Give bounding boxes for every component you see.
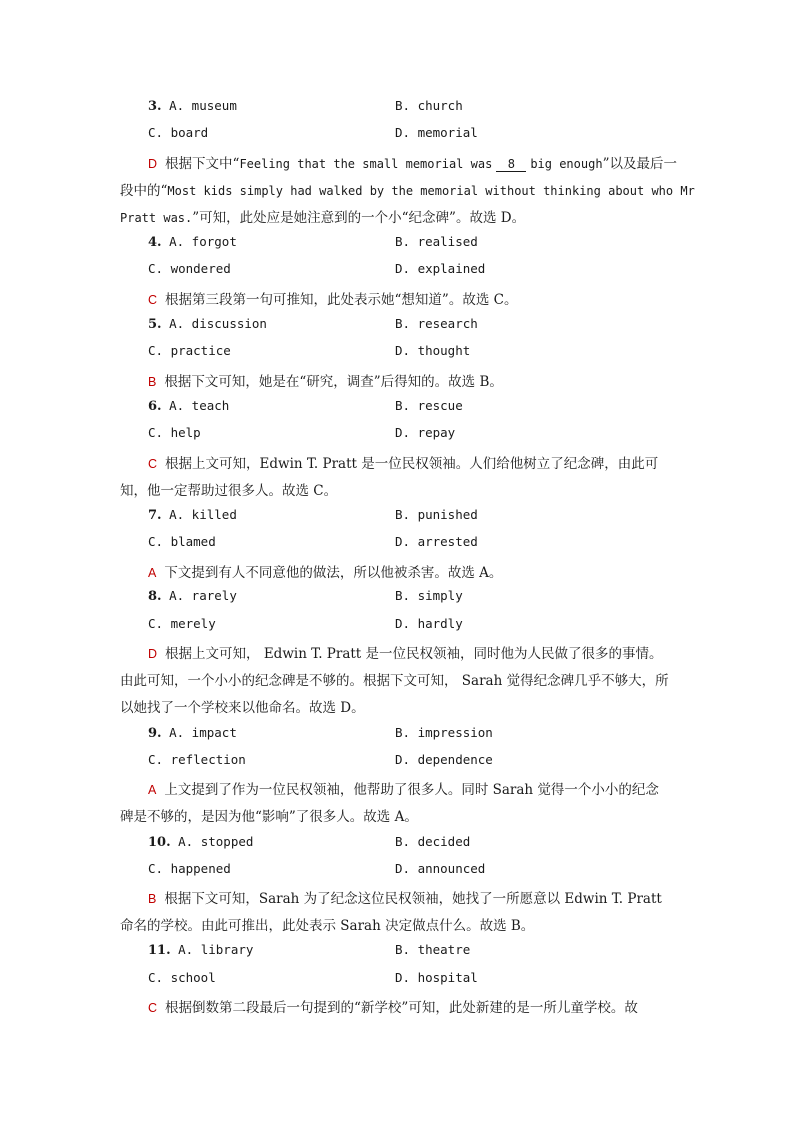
question-3-row1 <box>148 98 237 114</box>
explanation-6-line1 <box>148 452 658 472</box>
question-number: 8. <box>148 589 162 604</box>
explanation-11 <box>148 996 638 1016</box>
option-b: B. rescue <box>395 398 463 413</box>
text: 根据上文可知，Edwin T. Pratt 是一位民权领袖。人们给他树立了纪念碑，由此可 <box>165 456 659 472</box>
option-d: D. announced <box>395 861 486 876</box>
answer-letter: C <box>148 293 158 307</box>
option-d: D. hardly <box>395 616 463 631</box>
explanation-5 <box>148 370 503 390</box>
explanation-3-line2 <box>120 179 695 199</box>
text: 根据下文可知，她是在“研究，调查”后得知的。故选 B。 <box>164 374 503 390</box>
question-number: 4. <box>148 235 162 250</box>
question-7-row1 <box>148 507 237 523</box>
explanation-3-line1 <box>148 152 677 172</box>
explanation-3-line3 <box>120 206 525 226</box>
text: 根据倒数第二段最后一句提到的“新学校”可知，此处新建的是一所儿童学校。故 <box>165 1000 638 1016</box>
text: 根据下文中“ <box>165 156 240 172</box>
option-d: D. arrested <box>395 534 478 549</box>
option-a: A. forgot <box>169 234 237 249</box>
answer-letter: B <box>148 892 157 906</box>
blank-8: 8 <box>496 157 526 172</box>
question-9-row1 <box>148 725 237 741</box>
option-d: D. hospital <box>395 970 478 985</box>
explanation-4 <box>148 288 517 308</box>
option-c: C. blamed <box>148 534 216 549</box>
explanation-9-line2: 碑是不够的，是因为他“影响”了很多人。故选 A。 <box>120 809 418 825</box>
option-b: B. realised <box>395 234 478 249</box>
option-d: D. dependence <box>395 752 493 767</box>
option-d: D. explained <box>395 261 486 276</box>
option-b: B. research <box>395 316 478 331</box>
option-c: C. board <box>148 125 209 140</box>
question-11-row1 <box>148 942 253 958</box>
explanation-7 <box>148 561 502 581</box>
option-c: C. merely <box>148 616 216 631</box>
option-a: A. killed <box>169 507 237 522</box>
option-c: C. school <box>148 970 216 985</box>
quote: big enough <box>530 157 603 171</box>
question-number: 7. <box>148 508 162 523</box>
question-number: 5. <box>148 317 162 332</box>
text: 根据下文可知，Sarah 为了纪念这位民权领袖，她找了一所愿意以 Edwin T. Pratt <box>164 891 662 907</box>
explanation-10-line2: 命名的学校。由此可推出，此处表示 Sarah 决定做点什么。故选 B。 <box>120 918 535 934</box>
answer-letter: C <box>148 457 158 471</box>
question-number: 3. <box>148 99 162 114</box>
answer-letter: A <box>148 783 157 797</box>
option-a: A. museum <box>169 98 237 113</box>
text: 根据第三段第一句可推知，此处表示她“想知道”。故选 C。 <box>165 292 518 308</box>
option-a: A. rarely <box>169 588 237 603</box>
option-d: D. memorial <box>395 125 478 140</box>
question-10-row1 <box>148 834 253 850</box>
option-b: B. impression <box>395 725 493 740</box>
text: 下文提到有人不同意他的做法，所以他被杀害。故选 A。 <box>164 565 503 581</box>
question-number: 9. <box>148 726 162 741</box>
quote: Pratt was. <box>120 211 193 225</box>
option-b: B. simply <box>395 588 463 603</box>
option-d: D. thought <box>395 343 471 358</box>
explanation-10-line1 <box>148 887 662 907</box>
option-b: B. church <box>395 98 463 113</box>
answer-letter: D <box>148 157 158 171</box>
answer-letter: B <box>148 375 157 389</box>
option-b: B. theatre <box>395 942 471 957</box>
text: ”可知，此处应是她注意到的一个小“纪念碑”。故选 D。 <box>192 210 526 226</box>
explanation-8-line1 <box>148 642 663 662</box>
option-c: C. happened <box>148 861 231 876</box>
quote: Feeling that the small memorial was <box>239 157 493 171</box>
option-b: B. decided <box>395 834 471 849</box>
option-a: A. stopped <box>178 834 254 849</box>
text: 上文提到了作为一位民权领袖，他帮助了很多人。同时 Sarah 觉得一个小小的纪念 <box>164 782 659 798</box>
text: 段中的“ <box>120 183 168 199</box>
explanation-9-line1 <box>148 778 659 798</box>
question-6-row1 <box>148 398 229 414</box>
option-a: A. impact <box>169 725 237 740</box>
question-5-row1 <box>148 316 267 332</box>
option-d: D. repay <box>395 425 456 440</box>
option-c: C. wondered <box>148 261 231 276</box>
question-number: 11. <box>148 943 171 958</box>
question-8-row1 <box>148 588 237 604</box>
option-a: A. teach <box>169 398 230 413</box>
quote: Most kids simply had walked by the memorial without thinking about who Mr <box>167 184 695 198</box>
option-c: C. practice <box>148 343 231 358</box>
option-c: C. help <box>148 425 201 440</box>
text: 根据上文可知， Edwin T. Pratt 是一位民权领袖，同时他为人民做了很多的事情。 <box>165 646 663 662</box>
option-c: C. reflection <box>148 752 246 767</box>
answer-letter: D <box>148 647 158 661</box>
question-number: 10. <box>148 835 171 850</box>
answer-letter: C <box>148 1001 158 1015</box>
text: ”以及最后一 <box>602 156 677 172</box>
answer-letter: A <box>148 566 157 580</box>
option-a: A. discussion <box>169 316 267 331</box>
explanation-6-line2: 知，他一定帮助过很多人。故选 C。 <box>120 483 338 499</box>
explanation-8-line2: 由此可知，一个小小的纪念碑是不够的。根据下文可知， Sarah 觉得纪念碑几乎不够大，所 <box>120 673 669 689</box>
explanation-8-line3: 以她找了一个学校来以他命名。故选 D。 <box>120 700 365 716</box>
option-a: A. library <box>178 942 254 957</box>
question-4-row1 <box>148 234 237 250</box>
question-number: 6. <box>148 399 162 414</box>
option-b: B. punished <box>395 507 478 522</box>
